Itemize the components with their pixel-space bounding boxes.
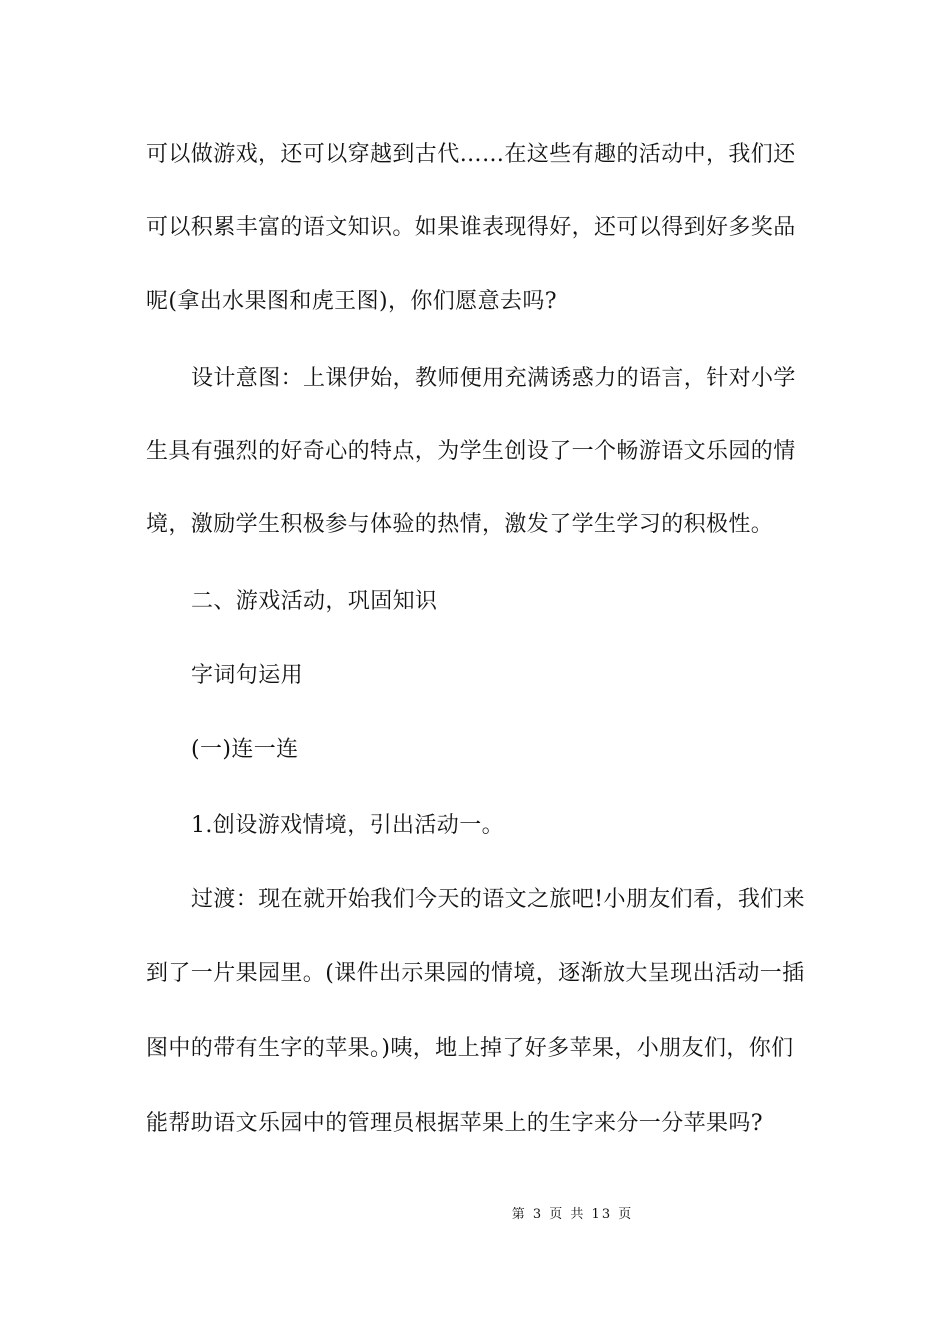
text-line-13: 图中的带有生字的苹果。)咦，地上掉了好多苹果，小朋友们，你们 [146,1036,794,1061]
text-line-5: 生具有强烈的好奇心的特点，为学生创设了一个畅游语文乐园的情 [146,439,796,464]
text-line-6: 境，激励学生积极参与体验的热情，激发了学生学习的积极性。 [146,512,774,537]
activity-heading: (一)连一连 [191,737,299,762]
section-heading: 二、游戏活动，巩固知识 [191,589,438,614]
text-line-3: 呢(拿出水果图和虎王图)，你们愿意去吗? [146,289,557,314]
numbered-item: 1.创设游戏情境，引出活动一。 [191,813,504,838]
text-line-2: 可以积累丰富的语文知识。如果谁表现得好，还可以得到好多奖品 [146,215,796,240]
text-line-12: 到了一片果园里。(课件出示果园的情境，逐渐放大呈现出活动一插 [146,961,805,986]
text-line-14: 能帮助语文乐园中的管理员根据苹果上的生字来分一分苹果吗? [146,1111,763,1136]
subsection-heading: 字词句运用 [191,663,304,688]
page-number-footer: 第 3 页 共 13 页 [511,1207,634,1222]
text-line-1: 可以做游戏，还可以穿越到古代……在这些有趣的活动中，我们还 [146,142,796,167]
text-line-4: 设计意图：上课伊始，教师便用充满诱惑力的语言，针对小学 [191,366,796,391]
text-line-11: 过渡：现在就开始我们今天的语文之旅吧!小朋友们看，我们来 [191,887,806,912]
